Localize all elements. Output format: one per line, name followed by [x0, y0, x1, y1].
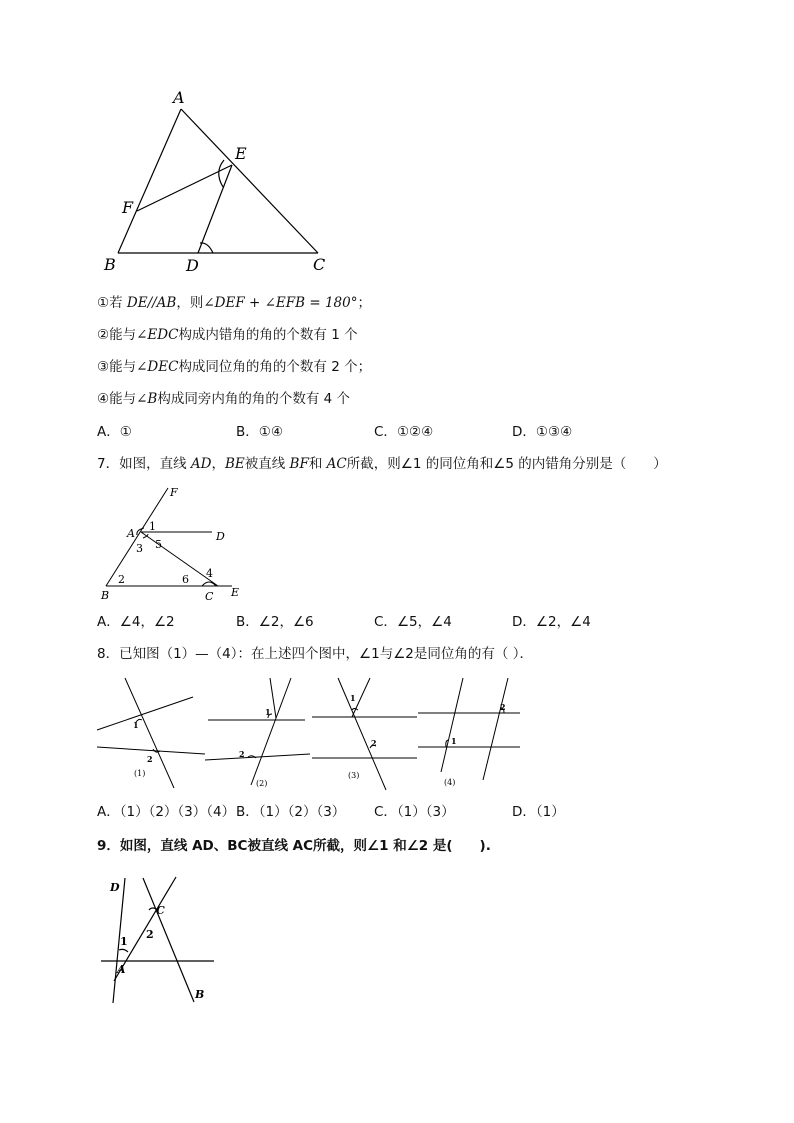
- q7-label-E: E: [231, 586, 240, 599]
- q8-fig4-angle-1: 1: [451, 736, 457, 746]
- q8-option-a[interactable]: A．（1）（2）（3）（4）: [97, 804, 236, 820]
- q6-option-c[interactable]: C．①②④: [374, 424, 434, 440]
- q9-stem: 9．如图，直线 AD、BC被直线 AC所截，则∠1 和∠2 是( ).: [97, 838, 491, 854]
- statement-4: ④能与∠B构成同旁内角的角的个数有 4 个: [97, 391, 351, 407]
- q7-label-A: A: [127, 527, 135, 540]
- q8-fig3-angle-2: 2: [371, 738, 377, 748]
- q8-fig2-angle-1: 1: [265, 707, 271, 717]
- label-B: B: [104, 255, 116, 274]
- statement-1: ①若 DE//AB，则∠DEF + ∠EFB = 180°；: [97, 295, 371, 311]
- q6-option-b[interactable]: B．①④: [236, 424, 283, 440]
- q6-option-d[interactable]: D．①③④: [512, 424, 573, 440]
- label-C: C: [313, 255, 326, 274]
- q7-option-c[interactable]: C．∠5，∠4: [374, 614, 452, 630]
- q8-fig2-angle-2: 2: [239, 749, 245, 759]
- statement-3: ③能与∠DEC构成同位角的角的个数有 2 个；: [97, 359, 372, 375]
- q7-stem: 7．如图，直线 AD，BE被直线 BF和 AC所截，则∠1 的同位角和∠5 的内错角分别是（ ）: [97, 456, 667, 472]
- statement-2: ②能与∠EDC构成内错角的角的个数有 1 个: [97, 327, 358, 343]
- q9-angle-1: 1: [120, 935, 128, 948]
- q8-stem: 8．已知图（1）—（4）：在上述四个图中，∠1与∠2是同位角的有（ ）．: [97, 646, 533, 662]
- label-D: D: [186, 256, 199, 275]
- q7-label-F: F: [170, 486, 178, 499]
- q8-fig3-caption: (3): [348, 771, 360, 780]
- q8-option-d[interactable]: D．（1）: [512, 804, 565, 820]
- q8-option-c[interactable]: C．（1）（3）: [374, 804, 455, 820]
- q9-label-C: C: [156, 904, 165, 917]
- figure-q8: [0, 670, 794, 800]
- figure-q7: [0, 480, 300, 610]
- q9-angle-2: 2: [146, 928, 154, 941]
- q7-angle-5: 5: [155, 538, 162, 551]
- q7-option-b[interactable]: B．∠2，∠6: [236, 614, 314, 630]
- q6-option-a[interactable]: A．①: [97, 424, 132, 440]
- q7-angle-1: 1: [149, 520, 156, 533]
- q7-angle-3: 3: [136, 542, 143, 555]
- q7-angle-2: 2: [118, 573, 125, 586]
- q8-fig2-caption: (2): [256, 779, 268, 788]
- q8-fig3-angle-1: 1: [350, 693, 356, 703]
- q8-option-b[interactable]: B．（1）（2）（3）: [236, 804, 346, 820]
- q8-fig1-angle-1: 1: [133, 720, 139, 730]
- q9-label-A: A: [117, 963, 126, 976]
- q8-fig4-caption: (4): [444, 778, 456, 787]
- q7-angle-6: 6: [182, 573, 189, 586]
- q7-label-C: C: [205, 590, 214, 603]
- q8-fig1-caption: (1): [134, 769, 146, 778]
- label-E: E: [235, 144, 247, 163]
- figure-triangle-abc: [0, 0, 794, 300]
- q7-label-B: B: [101, 589, 110, 602]
- q8-fig1-angle-2: 2: [147, 754, 153, 764]
- q7-label-D: D: [216, 530, 225, 543]
- q7-option-a[interactable]: A．∠4，∠2: [97, 614, 175, 630]
- q9-label-D: D: [110, 881, 120, 894]
- q8-fig4-angle-2: 2: [500, 702, 506, 712]
- label-F: F: [122, 198, 134, 217]
- label-A: A: [173, 88, 185, 107]
- q7-angle-4: 4: [206, 567, 213, 580]
- figure-q9: [0, 870, 300, 1010]
- q7-option-d[interactable]: D．∠2，∠4: [512, 614, 591, 630]
- q9-label-B: B: [195, 988, 205, 1001]
